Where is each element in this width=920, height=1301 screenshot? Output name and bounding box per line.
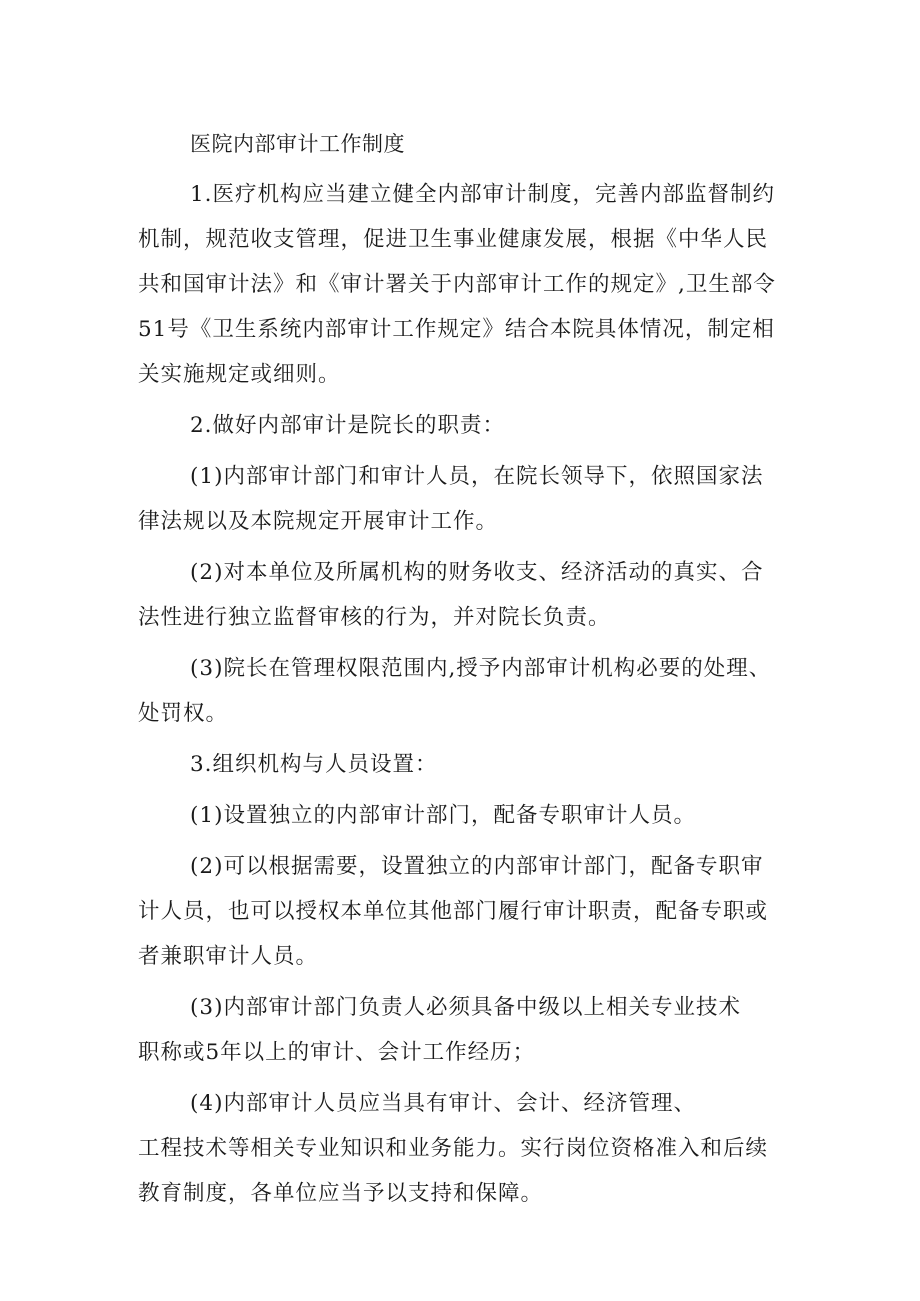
- text-line: (2)可以根据需要，设置独立的内部审计部门，配备专职审: [190, 854, 764, 879]
- text-line: (3)内部审计部门负责人必须具备中级以上相关专业技术: [190, 995, 741, 1020]
- text-line: 机制，规范收支管理，促进卫生事业健康发展，根据《中华人民: [138, 227, 769, 252]
- text-line: 法性进行独立监督审核的行为，并对院长负责。: [138, 605, 611, 630]
- text-line: (1)内部审计部门和审计人员，在院长领导下，依照国家法: [190, 464, 764, 489]
- section-heading: 2.做好内部审计是院长的职责：: [190, 413, 506, 438]
- text-line: 处罚权。: [138, 701, 229, 726]
- text-line: 者兼职审计人员。: [138, 944, 319, 969]
- text-line: 教育制度，各单位应当予以支持和保障。: [138, 1181, 544, 1206]
- document-page: [138, 122, 792, 1216]
- text-line: 关实施规定或细则。: [138, 362, 341, 387]
- text-line: (3)院长在管理权限范围内,授予内部审计机构必要的处理、: [190, 656, 772, 681]
- section-heading: 3.组织机构与人员设置：: [190, 752, 438, 777]
- document-title: 医院内部审计工作制度: [190, 132, 405, 156]
- text-line: (2)对本单位及所属机构的财务收支、经济活动的真实、合: [190, 560, 764, 585]
- text-line: 共和国审计法》和《审计署关于内部审计工作的规定》,卫生部令: [138, 272, 776, 297]
- text-line: 律法规以及本院规定开展审计工作。: [138, 509, 499, 534]
- text-line: 1.医疗机构应当建立健全内部审计制度，完善内部监督制约: [190, 182, 776, 207]
- document-body: [138, 172, 792, 1216]
- text-line: (1)设置独立的内部审计部门，配备专职审计人员。: [190, 803, 696, 828]
- text-line: 51号《卫生系统内部审计工作规定》结合本院具体情况，制定相: [138, 317, 775, 342]
- text-line: 工程技术等相关专业知识和业务能力。实行岗位资格准入和后续: [138, 1136, 769, 1161]
- text-line: (4)内部审计人员应当具有审计、会计、经济管理、: [190, 1091, 696, 1116]
- text-line: 职称或5年以上的审计、会计工作经历；: [138, 1040, 536, 1065]
- text-line: 计人员，也可以授权本单位其他部门履行审计职责，配备专职或: [138, 899, 769, 924]
